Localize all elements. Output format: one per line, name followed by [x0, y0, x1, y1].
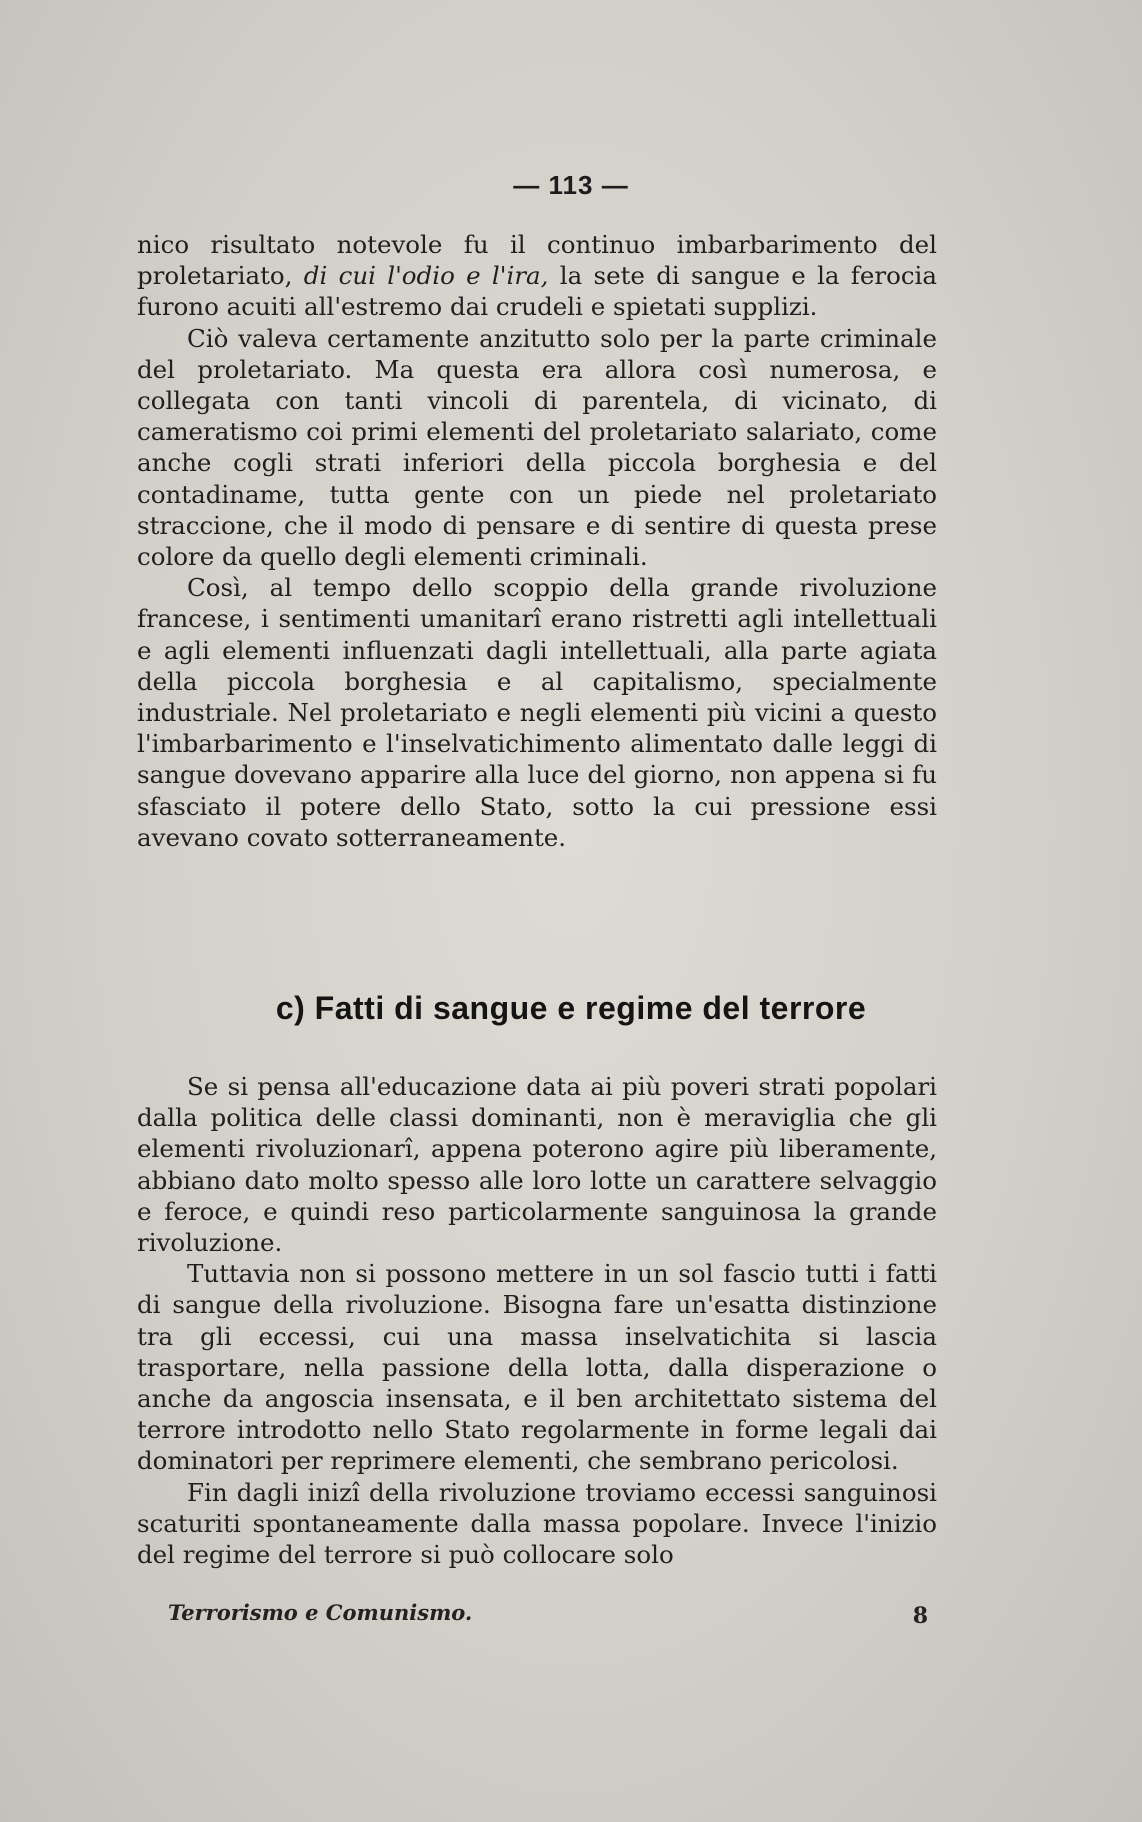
page-number: — 113 —	[513, 170, 629, 200]
paragraph: Se si pensa all'educazione data ai più poveri strati popolari dalla politica delle classi dominanti, non è meraviglia che gli elementi rivoluzionarî, appena poterono agire più liberamente, abbiano dato molto spesso alle loro lotte un carattere selvaggio e feroce, e quindi reso particolarmente sanguinosa la grande rivoluzione.	[137, 1072, 937, 1258]
italic-phrase: di cui l'odio e l'ira,	[303, 261, 549, 291]
body-text-part1	[137, 229, 937, 853]
page-footer	[168, 1600, 928, 1629]
body-text-part2	[137, 1071, 937, 1570]
signature-mark: 8	[912, 1603, 928, 1629]
paragraph-text: nico risultato notevole fu il continuo imbarbarimento del proletariato,	[137, 230, 937, 291]
paragraph: Così, al tempo dello scoppio della grande rivoluzione francese, i sentimenti umanitarî erano ristretti agli intellettuali e agli elementi influenzati dagli intellettuali, alla parte agiata della piccola borghesia e al capitalismo, specialmente industriale. Nel proletariato e negli elementi più vicini a questo l'imbarbarimento e l'inselvatichimento alimentato dalle leggi di sangue dovevano apparire alla luce del giorno, non appena si fu sfasciato il potere dello Stato, sotto la cui pressione essi avevano covato sotterraneamente.	[137, 573, 937, 852]
paragraph: Ciò valeva certamente anzitutto solo per la parte criminale del proletariato. Ma questa era allora così numerosa, e collegata con tanti vincoli di parentela, di vicinato, di cameratismo coi primi elementi del proletariato salariato, come anche cogli strati inferiori della piccola borghesia e del contadiname, tutta gente con un piede nel proletariato straccione, che il modo di pensare e di sentire di questa prese colore da quello degli elementi criminali.	[137, 323, 937, 572]
paragraph	[137, 229, 937, 323]
section-heading: c) Fatti di sangue e regime del terrore	[275, 990, 867, 1026]
paragraph: Tuttavia non si possono mettere in un sol fascio tutti i fatti di sangue della rivoluzione. Bisogna fare un'esatta distinzione tra gli eccessi, cui una massa inselvatichita si lascia trasportare, nella passione della lotta, dalla disperazione o anche da angoscia insensata, e il ben architettato sistema del terrore introdotto nello Stato regolarmente in forme legali dai dominatori per reprimere elementi, che sembrano pericolosi.	[137, 1259, 937, 1476]
paragraph-text: la sete di sangue e la ferocia furono acuiti all'estremo dai crudeli e spietati supplizi.	[137, 261, 938, 322]
paragraph: Fin dagli inizî della rivoluzione troviamo eccessi sanguinosi scaturiti spontaneamente dalla massa popolare. Invece l'inizio del regime del terrore si può collocare solo	[137, 1477, 937, 1570]
book-title: Terrorismo e Comunismo.	[168, 1600, 473, 1625]
